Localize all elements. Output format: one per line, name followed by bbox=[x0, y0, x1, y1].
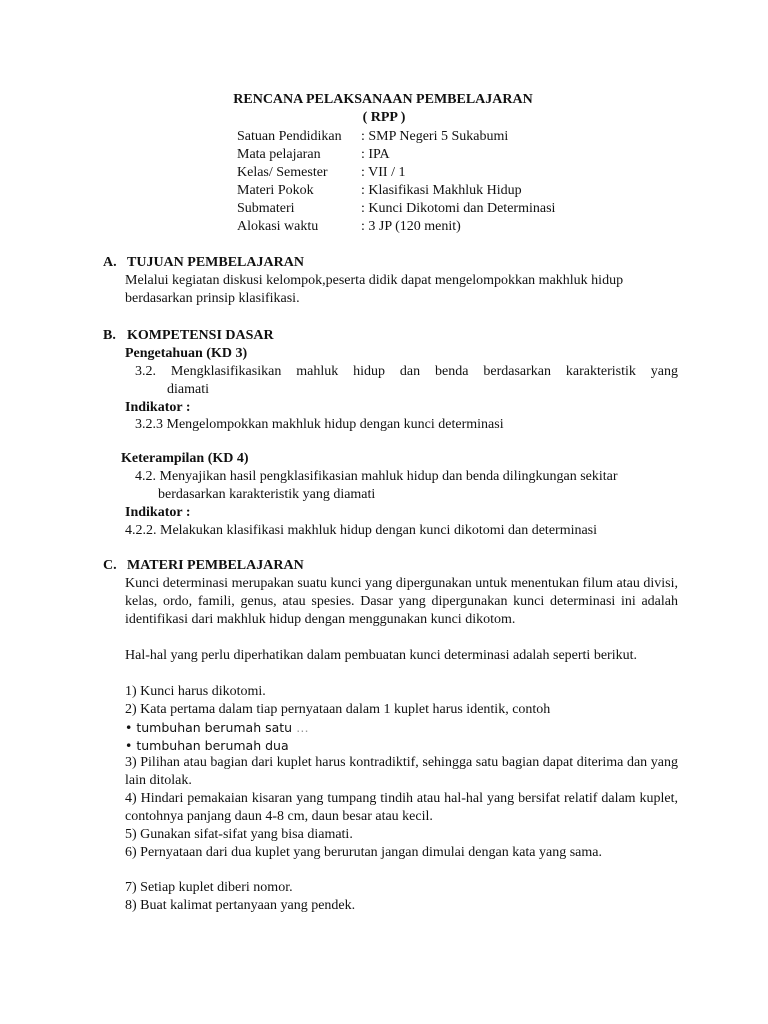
identity-value: : 3 JP (120 menit) bbox=[361, 219, 461, 234]
identity-label: Kelas/ Semester bbox=[237, 165, 328, 180]
identity-row bbox=[237, 128, 508, 146]
section-c-heading bbox=[103, 557, 304, 575]
section-b-title: KOMPETENSI DASAR bbox=[127, 328, 274, 343]
section-a-heading bbox=[103, 254, 304, 272]
identity-value: : VII / 1 bbox=[361, 165, 406, 180]
indikator-3-2-3: 3.2.3 Mengelompokkan makhluk hidup dengan kunci determinasi bbox=[135, 417, 504, 432]
rule-item-1: 1) Kunci harus dikotomi. bbox=[125, 684, 266, 699]
rule-item-8: 8) Buat kalimat pertanyaan yang pendek. bbox=[125, 898, 356, 913]
rule-item-4: 4) Hindari pemakaian kisaran yang tumpang tindih atau hal-hal yang bersifat relatif dalam kuplet, contohnya panjang daun 4-8 cm, daun besar atau kecil. bbox=[125, 791, 678, 824]
pengetahuan-label: Pengetahuan (KD 3) bbox=[125, 346, 248, 361]
identity-value: : SMP Negeri 5 Sukabumi bbox=[361, 129, 509, 144]
identity-value: : IPA bbox=[361, 147, 390, 162]
kd-4-2-continuation: berdasarkan karakteristik yang diamati bbox=[158, 487, 376, 502]
section-b-letter: B. bbox=[103, 328, 116, 343]
identity-label: Satuan Pendidikan bbox=[237, 129, 342, 144]
example-bullet-1 bbox=[125, 719, 309, 737]
identity-value: : Klasifikasi Makhluk Hidup bbox=[361, 183, 522, 198]
rule-item-7: 7) Setiap kuplet diberi nomor. bbox=[125, 880, 293, 895]
identity-label: Submateri bbox=[237, 201, 295, 216]
document-title: RENCANA PELAKSANAAN PEMBELAJARAN bbox=[233, 92, 533, 107]
identity-row bbox=[237, 200, 555, 218]
rule-item-5: 5) Gunakan sifat-sifat yang bisa diamati. bbox=[125, 827, 353, 842]
kd-3-2-continuation: diamati bbox=[167, 382, 209, 397]
identity-row bbox=[237, 146, 390, 164]
example-bullet-2: • tumbuhan berumah dua bbox=[125, 738, 289, 753]
indikator-label-2: Indikator : bbox=[125, 505, 191, 520]
kd-4-2: 4.2. Menyajikan hasil pengklasifikasian mahluk hidup dan benda dilingkungan sekitar bbox=[135, 469, 618, 484]
identity-row bbox=[237, 164, 405, 182]
section-b-heading bbox=[103, 327, 274, 345]
section-a-title: TUJUAN PEMBELAJARAN bbox=[127, 255, 304, 270]
example-bullet-1-dots: … bbox=[292, 720, 309, 735]
identity-label: Alokasi waktu bbox=[237, 219, 319, 234]
keterampilan-label: Keterampilan (KD 4) bbox=[121, 451, 249, 466]
materi-paragraph-1: Kunci determinasi merupakan suatu kunci yang dipergunakan untuk menentukan filum atau divisi, kelas, ordo, famili, genus, atau spesies. Dasar yang dipergunakan kunci determinasi ini adalah identifikasi dari makhluk hidup dengan menggunakan kunci dikotom. bbox=[125, 576, 678, 627]
identity-label: Materi Pokok bbox=[237, 183, 314, 198]
section-c-title: MATERI PEMBELAJARAN bbox=[127, 558, 304, 573]
document-subtitle: ( RPP ) bbox=[362, 110, 406, 125]
section-c-letter: C. bbox=[103, 558, 117, 573]
section-a-text-line2: berdasarkan prinsip klasifikasi. bbox=[125, 291, 300, 306]
identity-row bbox=[237, 218, 461, 236]
section-a-letter: A. bbox=[103, 255, 117, 270]
example-bullet-1-text: • tumbuhan berumah satu bbox=[125, 720, 293, 735]
identity-value: : Kunci Dikotomi dan Determinasi bbox=[361, 201, 556, 216]
materi-paragraph-2: Hal-hal yang perlu diperhatikan dalam pembuatan kunci determinasi adalah seperti berikut. bbox=[125, 648, 637, 663]
rule-item-3: 3) Pilihan atau bagian dari kuplet harus kontradiktif, sehingga satu bagian dapat diterima dan yang lain ditolak. bbox=[125, 755, 678, 788]
indikator-label-1: Indikator : bbox=[125, 400, 191, 415]
identity-label: Mata pelajaran bbox=[237, 147, 321, 162]
rule-item-2: 2) Kata pertama dalam tiap pernyataan dalam 1 kuplet harus identik, contoh bbox=[125, 702, 551, 717]
identity-row bbox=[237, 182, 522, 200]
indikator-4-2-2: 4.2.2. Melakukan klasifikasi makhluk hidup dengan kunci dikotomi dan determinasi bbox=[125, 523, 598, 538]
rule-item-6: 6) Pernyataan dari dua kuplet yang berurutan jangan dimulai dengan kata yang sama. bbox=[125, 845, 602, 860]
kd-3-2: 3.2. Mengklasifikasikan mahluk hidup dan benda berdasarkan karakteristik yang bbox=[135, 364, 678, 379]
section-a-text-line1: Melalui kegiatan diskusi kelompok,peserta didik dapat mengelompokkan makhluk hidup bbox=[125, 273, 624, 288]
